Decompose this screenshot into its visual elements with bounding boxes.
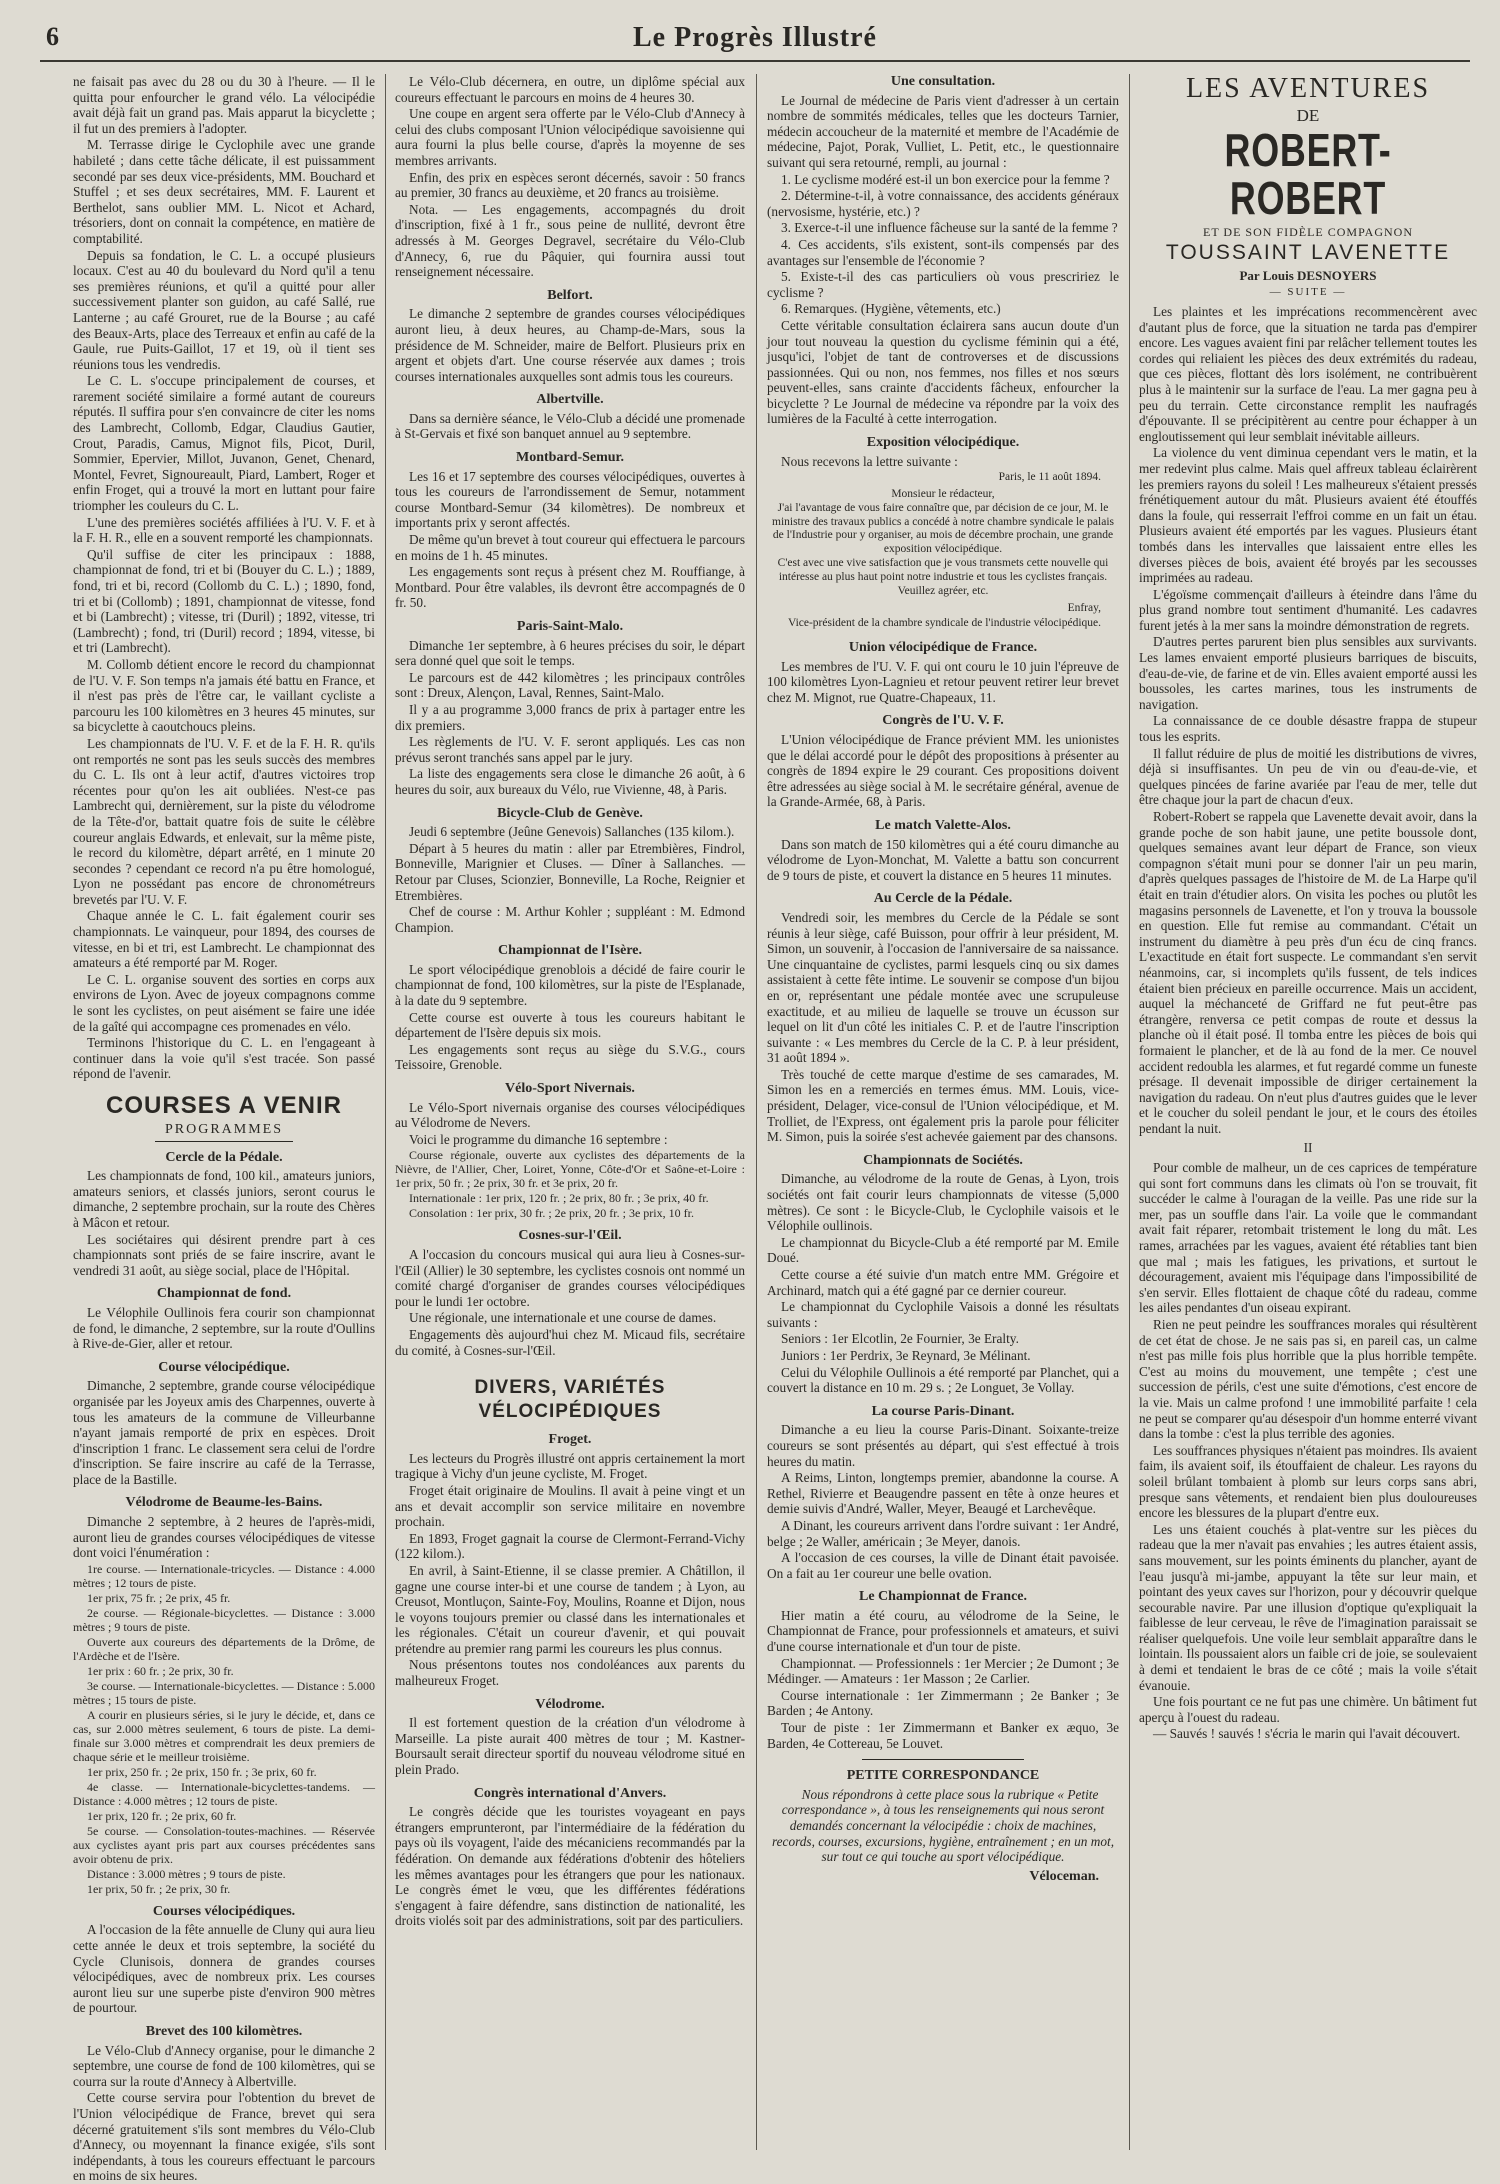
section-title-divers: DIVERS, VARIÉTÉS VÉLOCIPÉDIQUES	[474, 1377, 666, 1423]
serial-novel-title-block	[1139, 74, 1477, 300]
paragraph: Les championnats de fond, 100 kil., amateurs juniors, amateurs seniors, et classés juniors, seront courus le dimanche, 2 septembre prochain, sur la route des Chères à Mâcon et retour.	[73, 1168, 375, 1230]
novel-title-line: DE	[1296, 106, 1320, 125]
paragraph: Dimanche 1er septembre, à 6 heures précises du soir, le départ sera donné quel que soit le temps.	[395, 637, 745, 669]
paragraph: Nous recevons la lettre suivante :	[781, 453, 958, 469]
page-header	[40, 14, 1470, 62]
paragraph: Championnat. — Professionnels : 1er Mercier ; 2e Dumont ; 3e Médinger. — Amateurs : 1er Masson ; 2e Carlier.	[767, 1655, 1119, 1687]
article-heading: Cercle de la Pédale.	[165, 1149, 283, 1165]
paragraph: Le Vélophile Oullinois fera courir son championnat de fond, le dimanche, 2 septembre, sur la route d'Oullins à Rive-de-Gier, aller et retour.	[73, 1304, 375, 1352]
list-item: 1er prix, 75 fr. ; 2e prix, 45 fr.	[87, 1590, 231, 1605]
paragraph: Les championnats de l'U. V. F. et de la F. H. R. qu'ils ont remportés ne sont pas les seuls succès des membres du C. L. Ils ont à leur actif, d'autres victoires trop récentes pour qu'on les ait oubliées. N'est-ce pas Lambrecht qui, dernièrement, sur la piste du vélodrome de la Tête-d'or, battait quatre fois de suite le célèbre coureur anglais Edwards, et enlevait, sur la même piste, le record du kilomètre, départ arrêté, en 1 minute 20 secondes ? cependant ce record n'a pu être homologué, Lyon ne possédant pas encore de chronométreurs brevetés par l'U. V. F.	[73, 735, 375, 907]
programmes-label: PROGRAMMES	[164, 1122, 284, 1137]
list-item: Distance : 3.000 mètres ; 9 tours de piste.	[87, 1866, 286, 1881]
novel-title-line: TOUSSAINT LAVENETTE	[1165, 241, 1451, 264]
paragraph: Seniors : 1er Elcotlin, 2e Fournier, 3e Eralty.	[781, 1331, 1019, 1347]
letter-signature: Enfray,	[1067, 601, 1101, 614]
article-heading: Au Cercle de la Pédale.	[873, 891, 1013, 907]
paragraph: A l'occasion du concours musical qui aura lieu à Cosnes-sur-l'Œil (Allier) le 30 septembre, les cyclistes cosnois ont nommé un comité chargé d'organiser de grandes courses vélocipédiques pour le lundi 1er octobre.	[395, 1247, 745, 1309]
paragraph: Hier matin a été couru, au vélodrome de la Seine, le Championnat de France, pour professionnels et amateurs, et suivi d'une course internationale et d'un tour de piste.	[767, 1607, 1119, 1655]
paragraph: 6. Remarques. (Hygiène, vêtements, etc.)	[781, 301, 1001, 317]
paragraph: Le sport vélocipédique grenoblois a décidé de faire courir le championnat de fond, 100 kilomètres, sur la piste de l'Esplanade, à la date du 9 septembre.	[395, 961, 745, 1009]
novel-title-main: ROBERT-ROBERT	[1224, 124, 1392, 224]
paragraph: Les souffrances physiques n'étaient pas moindres. Ils avaient faim, ils avaient soif, ils étouffaient de chaleur. Les rayons du soleil brûlant tombaient à plomb sur leurs corps sans abri, presque sans vêtements, et rendaient bien plus douloureuses encore les blessures de la plupart d'entre eux.	[1139, 1442, 1477, 1521]
paragraph: En 1893, Froget gagnait la course de Clermont-Ferrand-Vichy (122 kilom.).	[395, 1530, 745, 1562]
list-item: 2e course. — Régionale-bicyclettes. — Distance : 3.000 mètres ; 9 tours de piste.	[73, 1605, 375, 1634]
paragraph: Nous répondrons à cette place sous la rubrique « Petite correspondance », à tous les renseignements qui nous seront demandés concernant la vélocipédie : choix de machines, records, courses, excursions, hygiène, entraînement ; en un mot, sur tout ce qui touche au sport vélocipédique.	[771, 1786, 1115, 1865]
paragraph: Pour comble de malheur, un de ces caprices de température qui sont fort communs dans les climats où l'on se trouvait, fit succéder le calme à l'ouragan de la veille. Pas une ride sur la mer, pas un souffle dans l'air. La voile que le commandant avait fait réparer, retombait tristement le long du mât. Les rames, arrachées par les vagues, avaient été rétablies tant bien que mal ; mais les fatigues, les privations, et surtout le découragement, avaient mis l'équipage dans l'impossibilité de s'en servir. Elles flottaient de chaque côté du radeau, comme les ailes pendantes d'un oiseau expirant.	[1139, 1160, 1477, 1316]
paragraph: Depuis sa fondation, le C. L. a occupé plusieurs locaux. C'est au 40 du boulevard du Nord qu'il a tenu ses premières réunions, et qu'il a quitté pour aller successivement planter son guidon, au café Sallé, rue Lanterne ; au café Grouret, rue de la Bourse ; au café des Beaux-Arts, place des Terreaux et enfin au café de la Gaule, rue Puits-Gaillot, 17 et 19, où il tient ses réunions tous les vendredis.	[73, 247, 375, 372]
paragraph: Jeudi 6 septembre (Jeûne Genevois) Sallanches (135 kilom.).	[409, 824, 735, 840]
paragraph: Course internationale : 1er Zimmermann ; 2e Banker ; 3e Barden ; 4e Antony.	[767, 1687, 1119, 1719]
paragraph: — Sauvés ! sauvés ! s'écria le marin qui l'avait découvert.	[1153, 1726, 1461, 1742]
paragraph: Internationale : 1er prix, 120 fr. ; 2e prix, 80 fr. ; 3e prix, 40 fr.	[409, 1191, 709, 1206]
paragraph: Les membres de l'U. V. F. qui ont couru le 10 juin l'épreuve de 100 kilomètres Lyon-Lagnieu et retour peuvent retirer leur brevet chez M. Mignot, rue Quatre-Chapeaux, 11.	[767, 658, 1119, 705]
paragraph: Engagements dès aujourd'hui chez M. Micaud fils, secrétaire du comité, à Cosnes-sur-l'Œil.	[395, 1326, 745, 1358]
paragraph: 4. Ces accidents, s'ils existent, sont-ils compensés par des avantages sur l'ensemble de l'économie ?	[767, 236, 1119, 268]
column-rule	[756, 74, 757, 2150]
list-item: 1er prix, 120 fr. ; 2e prix, 60 fr.	[87, 1808, 237, 1823]
letter-body	[767, 488, 1119, 599]
letter-date: Paris, le 11 août 1894.	[998, 471, 1101, 484]
article-heading: Brevet des 100 kilomètres.	[145, 2024, 303, 2039]
article-heading: Congrès international d'Anvers.	[473, 1785, 667, 1801]
paragraph: Dimanche 2 septembre, à 2 heures de l'après-midi, auront lieu de grandes courses vélocipédiques de vitesse dont voici l'énumération :	[73, 1514, 375, 1561]
paragraph: Dimanche, 2 septembre, grande course vélocipédique organisée par les Joyeux amis des Charpennes, ouverte à tous les amateurs de la commune de Villeurbanne n'ayant jamais remporté de prix en espèces. Droit d'inscription 1 franc. Le classement sera celui de l'ordre d'inscription. Se faire inscrire au café de la Terrasse, place de la Bastille.	[73, 1378, 375, 1487]
paragraph: Le Vélo-Sport nivernais organise des courses vélocipédiques au Vélodrome de Nevers.	[395, 1099, 745, 1131]
list-item: 4e classe. — Internationale-bicyclettes-tandems. — Distance : 4.000 mètres ; 12 tours de piste.	[73, 1779, 375, 1808]
paragraph: Il est fortement question de la création d'un vélodrome à Marseille. La piste aurait 400 mètres de tour ; M. Kastner-Boursault serait directeur sportif du nouveau vélodrome situé en plein Prado.	[395, 1715, 745, 1778]
paragraph: Enfin, des prix en espèces seront décernés, savoir : 50 francs au premier, 30 francs au deuxième, et 20 francs au troisième.	[395, 169, 745, 201]
paragraph: Veuillez agréer, etc.	[897, 585, 989, 598]
column-rule	[385, 74, 386, 2150]
list-item: 1re course. — Internationale-tricycles. — Distance : 4.000 mètres ; 12 tours de piste.	[73, 1561, 375, 1590]
paragraph: Robert-Robert se rappela que Lavenette devait avoir, dans la grande poche de son habit jaune, une petite boussole dont, quelques semaines avant leur départ de France, son vieux compagnon s'était muni pour se donner l'air un peu marin, d'après quelques passages de l'histoire de M. de La Harpe qu'il était en train d'étudier alors. On visita les poches ou plutôt les magasins personnels de Lavenette, et l'on y trouva la boussole en question. Elle fut remise au commandant. C'était un instrument du diamètre à peu près d'un écu de cinq francs. L'exactitude en était fort suspecte. Le commandant s'en servit néanmoins, car, si incomplets qu'ils fussent, de tels indices étaient bien précieux en pareille occurrence. Mais un accident, auquel la méchanceté de Griffard ne fut peut-être pas étrangère, renversa ce petit compas de route et dessus la planche où il était posé. Il tomba entre les pièces de bois qui formaient le plancher, et de là au fond de la mer. Ce nouvel accident redoubla les alarmes, et fut regardé comme un funeste présage. Il devenait impossible de diriger certainement la navigation du radeau. On n'eut plus d'autres guides que le lever et le coucher du soleil pendant le jour, et le cours des étoiles pendant la nuit.	[1139, 809, 1477, 1136]
paragraph: Dans son match de 150 kilomètres qui a été couru dimanche au vélodrome de Lyon-Monchat, M. Valette a battu son concurrent de 9 tours de piste, et couvert la distance en 5 heures 11 minutes.	[767, 836, 1119, 883]
article-heading: Albertville.	[536, 392, 604, 408]
article-heading: Le Championnat de France.	[859, 1589, 1027, 1605]
article-heading: Belfort.	[547, 287, 593, 303]
article-heading: Vélodrome.	[535, 1696, 605, 1712]
paragraph: En avril, à Saint-Etienne, il se classe premier. A Châtillon, il gagne une course inter-bi et une course de tandem ; à Lyon, au Creusot, Montluçon, Sainte-Foy, Moulins, Roanne et Dijon, nous le voyons toujours premier ou classé dans les internationales et les régionales. C'était un coureur d'avenir, et qui pouvait prétendre au premier rang parmi les coureurs les plus connus.	[395, 1562, 745, 1656]
list-item: 3e course. — Internationale-bicyclettes. — Distance : 5.000 mètres ; 15 tours de piste.	[73, 1678, 375, 1707]
chapter-number: II	[1303, 1140, 1313, 1156]
paragraph: Cette véritable consultation éclairera sans aucun doute d'un jour tout nouveau la question du cyclisme féminin qui a été, jusqu'ici, l'objet de tant de controverses et de discussions passionnées. Qui ou non, nos femmes, nos filles et nos sœurs peuvent-elles, sans crainte d'accidents fâcheux, enfourcher la bicyclette ? Le Journal de médecine va répondre par la voix des lumières de la Faculté à cette interrogation.	[767, 317, 1119, 427]
article-heading: Exposition vélocipédique.	[866, 435, 1020, 451]
paragraph: Le C. L. organise souvent des sorties en corps aux environs de Lyon. Avec de joyeux compagnons comme le sont les cyclistes, on peut aisément se faire une idée de la gaîté qui accompagne ces promenades en vélo.	[73, 971, 375, 1034]
paragraph: A l'occasion de la fête annuelle de Cluny qui aura lieu cette année le deux et trois septembre, la société du Cycle Clunisois, donnera de grandes courses vélocipédiques, avec de nombreux prix. Les courses auront lieu sur une superbe piste d'environ 900 mètres de pourtour.	[73, 1922, 375, 2016]
paragraph: Juniors : 1er Perdrix, 3e Reynard, 3e Mélinant.	[781, 1347, 1031, 1363]
article-heading: Vélodrome de Beaume-les-Bains.	[125, 1495, 323, 1511]
paragraph: Une fois pourtant ce ne fut pas une chimère. Un bâtiment fut aperçu à l'ouest du radeau.	[1139, 1694, 1477, 1725]
paragraph: Le dimanche 2 septembre de grandes courses vélocipédiques auront lieu, à deux heures, au Champ-de-Mars, sous la présidence de M. Schneider, maire de Belfort. Plusieurs prix en argent et objets d'art. Une course réservée aux dames ; trois courses internationales auxquelles sont admis tous les coureurs.	[395, 306, 745, 384]
list-item: 1er prix : 60 fr. ; 2e prix, 30 fr.	[87, 1663, 234, 1678]
race-list	[73, 1562, 375, 1896]
paragraph: Chef de course : M. Arthur Kohler ; suppléant : M. Edmond Champion.	[395, 904, 745, 935]
paragraph: Course régionale, ouverte aux cyclistes des départements de la Nièvre, de l'Allier, Cher, Loiret, Yonne, Côte-d'Or et Saône-et-Loire : 1er prix, 50 fr. ; 2e prix, 30 fr. et 3e prix, 20 fr.	[395, 1148, 745, 1191]
paragraph: Les engagements sont reçus à présent chez M. Rouffiange, à Montbard. Pour être valables, ils devront être accompagnés de 0 fr. 50.	[395, 564, 745, 611]
paragraph: L'égoïsme commençait d'ailleurs à éteindre dans l'âme du plus grand nombre tout sentiment d'humanité. Les cadavres furent jetés à la mer sans la moindre démonstration de regrets.	[1139, 586, 1477, 633]
paragraph: Celui du Vélophile Oullinois a été remporté par Planchet, qui a couvert la distance en 10 m. 29 s. ; 2e Longuet, 3e Vollay.	[767, 1364, 1119, 1396]
paragraph: Dimanche a eu lieu la course Paris-Dinant. Soixante-treize coureurs se sont présentés au départ, qui s'est effectué à trois heures du matin.	[767, 1422, 1119, 1469]
column-4	[1139, 74, 1477, 2150]
paragraph: Le parcours est de 442 kilomètres ; les principaux contrôles sont : Dreux, Alençon, Laval, Rennes, Saint-Malo.	[395, 669, 745, 701]
article-heading: Froget.	[548, 1432, 592, 1448]
paragraph: Le congrès décide que les touristes voyageant en pays étrangers emprunteront, par l'intermédiaire de la fédération du pays où ils voyagent, l'aide des mécaniciens recommandés par la fédération. On demande aux fédérations d'obtenir des hôteliers les mêmes avantages pour les étrangers que pour les nationaux. Le congrès émet le vœu, que les différentes fédérations s'engagent à faire défendre, sans distinction de nationalité, les droits violés soit par des administrations, soit par des particuliers.	[395, 1804, 745, 1929]
paragraph: Consolation : 1er prix, 30 fr. ; 2e prix, 20 fr. ; 3e prix, 10 fr.	[409, 1206, 694, 1221]
paragraph: 5. Existe-t-il des cas particuliers où vous prescririez le cyclisme ?	[767, 269, 1119, 300]
paragraph: C'est avec une vive satisfaction que je vous transmets cette nouvelle qui intéresse au plus haut point notre industrie et tous les cyclistes français.	[777, 557, 1109, 583]
letter-signature-title: Vice-président de la chambre syndicale de l'industrie vélocipédique.	[787, 617, 1101, 630]
paragraph: Dimanche, au vélodrome de la route de Genas, à Lyon, trois sociétés ont fait courir leurs championnats de vitesse (5,000 mètres). Ce sont : le Bicycle-Club, le Cyclophile vaisois et le Vélophile oullinois.	[767, 1171, 1119, 1234]
paragraph: La connaissance de ce double désastre frappa de stupeur tous les esprits.	[1139, 713, 1477, 745]
article-heading: La course Paris-Dinant.	[871, 1403, 1015, 1419]
paragraph: Le championnat du Cyclophile Vaisois a donné les résultats suivants :	[767, 1299, 1119, 1330]
paragraph: 3. Exerce-t-il une influence fâcheuse sur la santé de la femme ?	[781, 220, 1118, 236]
article-heading: Le match Valette-Alos.	[875, 817, 1011, 833]
article-heading: Championnats de Sociétés.	[863, 1152, 1023, 1168]
paragraph: Qu'il suffise de citer les principaux : 1888, championnat de fond, tri et bi (Bouyer du C. L.) ; 1889, fond, tri et bi, record (Collomb du C. L.) ; 1890, fond, tri et bi (Collomb) ; 1891, championnat de vitesse, fond et bi (Lambrecht) ; vitesse, tri (Duril) ; 1892, vitesse, tri (Lambrecht) ; fond, tri (Duril) record ; 1894, vitesse, bi et tri (Lambrecht).	[73, 546, 375, 656]
section-title-petite-correspondance: PETITE CORRESPONDANCE	[846, 1768, 1040, 1784]
paragraph: M. Terrasse dirige le Cyclophile avec une grande habileté ; dans cette tâche délicate, il est puissamment secondé par ses deux vice-présidents, MM. Bouchard et Stuffel ; et ses deux secrétaires, MM. F. Laurent et Berthelot, sans oublier MM. L. Nicot et Achard, trésoriers, dont on connait la compétence, en matière de comptabilité.	[73, 137, 375, 246]
paragraph: A Reims, Linton, longtemps premier, abandonne la course. A Rethel, Rivierre et Beaugendre passent en tête à onze heures et demie suivis d'André, Waller, Meyer, Beaugé et Larchevêque.	[767, 1470, 1119, 1517]
paragraph: Une régionale, une internationale et une course de dames.	[409, 1310, 717, 1326]
paragraph: Très touché de cette marque d'estime de ses camarades, M. Simon les en a remerciés en termes émus. MM. Louis, vice-président, Delager, vice-consul de l'Union vélocipédique, et M. Trolliet, de l'Express, ont également pris la parole pour féliciter M. Simon, puis la soirée s'est achevée gaiement par des chansons.	[767, 1066, 1119, 1145]
paragraph: Cette course servira pour l'obtention du brevet de l'Union vélocipédique de France, brevet qui sera décerné gratuitement s'ils sont membres du Vélo-Club d'Annecy, ou moyennant la finance exigée, s'ils sont indépendants, à tous les coureurs effectuant le parcours en moins de six heures.	[73, 2090, 375, 2184]
paragraph: De même qu'un brevet à tout coureur qui effectuera le parcours en moins de 1 h. 45 minutes.	[395, 532, 745, 563]
divider	[155, 1141, 294, 1142]
article-heading: Championnat de fond.	[156, 1286, 292, 1302]
newspaper-title: Le Progrès Illustré	[633, 22, 877, 53]
paragraph: Monsieur le rédacteur,	[891, 487, 995, 500]
article-heading: Montbard-Semur.	[516, 450, 624, 466]
article-heading: Courses vélocipédiques.	[152, 1903, 296, 1919]
article-heading: Championnat de l'Isère.	[497, 943, 643, 959]
novel-title-line: ET DE SON FIDÈLE COMPAGNON	[1202, 225, 1413, 239]
paragraph: J'ai l'avantage de vous faire connaître que, par décision de ce jour, M. le ministre des travaux publics a concédé à notre chambre syndicale le palais de l'Industrie pour y organiser, au mois de décembre prochain, une grande exposition vélocipédique.	[772, 502, 1114, 555]
paragraph: Cette course est ouverte à tous les coureurs habitant le département de l'Isère depuis six mois.	[395, 1009, 745, 1041]
paragraph: Les plaintes et les imprécations recommencèrent avec d'autant plus de force, que la situation ne tarda pas d'empirer encore. Les vagues avaient fini par relâcher tellement toutes les cordes qui reliaient les pièces des deux extrémités du radeau, que ces pièces, flottant dès lors isolément, ne contribuèrent plus à le maintenir sur la surface de l'eau. La mer gagna peu à peu du terrain. Cette circonstance remplit les naufragés d'épouvante. Il se précipitèrent au centre pour échapper à un engloutissement qui leur semblait inévitable ailleurs.	[1139, 304, 1477, 444]
paragraph: La liste des engagements sera close le dimanche 26 août, à 6 heures du soir, aux bureaux du Vélo, rue Vivienne, 48, à Paris.	[395, 766, 745, 797]
paragraph: Le C. L. s'occupe principalement de courses, et rarement société similaire a formé autant de coureurs réputés. Il suffira pour s'en convaincre de citer les noms des Lambrecht, Collomb, Edgar, Claudius Gautier, Crout, Paradis, Camus, Mignot fils, Picot, Duril, Sommier, Epervier, Millot, Juvanon, Genet, Chenard, Montel, Fevret, Signoureault, Piard, Lambert, Roger et enfin Froget, qui a trouvé la mort en luttant pour faire triompher les couleurs du C. L.	[73, 373, 375, 514]
novel-author: Par Louis DESNOYERS	[1239, 268, 1377, 283]
paragraph: Nota. — Les engagements, accompagnés du droit d'inscription, fixé à 1 fr., sous peine de nullité, devront être adressés à M. Georges Degravel, secrétaire du Vélo-Club d'Annecy, 6, rue du Pâquier, qui fournira aussi tout renseignement nécessaire.	[395, 201, 745, 280]
paragraph: La violence du vent diminua cependant vers le matin, et la mer redevint plus calme. Mais quel affreux tableau éclairèrent les premiers rayons du soleil ! Les malheureux s'étaient pressés frénétiquement autour du mât. Plusieurs avaient été étouffés dans la foule, qui resserrait l'effroi comme en un fait un étau. Plusieurs avaient été emportés par les vagues. Plusieurs étant tombés dans les intervalles que laissaient entre elles les diverses pièces de bois, avaient été broyés par les secousses imprimées au radeau.	[1139, 445, 1477, 586]
article-heading: Paris-Saint-Malo.	[516, 619, 624, 634]
paragraph: Départ à 5 heures du matin : aller par Etrembières, Findrol, Bonneville, Marignier et Cluses. — Dîner à Sallanches. — Retour par Cluses, Scionzier, Bonneville, La Roche, Reignier et Etrembières.	[395, 840, 745, 903]
paragraph: Tour de piste : 1er Zimmermann et Banker ex æquo, 3e Barden, 4e Cottereau, 5e Louvet.	[767, 1720, 1119, 1751]
paragraph: D'autres pertes parurent bien plus sensibles aux survivants. Les lames envaient emporté plusieurs barriques de biscuits, d'eau-de-vie, de farine et de vin. Elles avaient emporté aussi les boussoles, les cartes marines, tous les instruments de navigation.	[1139, 634, 1477, 712]
paragraph: Une coupe en argent sera offerte par le Vélo-Club d'Annecy à celui des clubs composant l'Union vélocipédique savoisienne qui aura fourni la plus belle course, d'après la moyenne de ses membres arrivants.	[395, 106, 745, 168]
paragraph: Il y a au programme 3,000 francs de prix à partager entre les dix premiers.	[395, 701, 745, 733]
paragraph: Il fallut réduire de plus de moitié les distributions de vivres, déjà si insuffisantes. Un peu de vin ou d'eau-de-vie, et quelques pincées de farine avariée par l'eau de mer, telle dut être chaque jour la part de chacun d'eux.	[1139, 745, 1477, 808]
paragraph: A Dinant, les coureurs arrivent dans l'ordre suivant : 1er André, belge ; 2e Waller, américain ; 3e Meyer, danois.	[767, 1517, 1119, 1549]
article-heading: Une consultation.	[890, 74, 996, 89]
paragraph: Les sociétaires qui désirent prendre part à ces championnats sont priés de se faire inscrire, avant le vendredi 31 août, au siège social, place de l'Hôpital.	[73, 1231, 375, 1278]
author-signoff: Véloceman.	[1029, 1868, 1099, 1884]
article-heading: Course vélocipédique.	[158, 1359, 290, 1375]
column-2	[395, 74, 745, 2150]
list-item: 1er prix, 250 fr. ; 2e prix, 150 fr. ; 3e prix, 60 fr.	[87, 1764, 317, 1779]
novel-title-line: LES AVENTURES	[1185, 73, 1431, 104]
list-item: 5e course. — Consolation-toutes-machines. — Réservée aux cyclistes ayant pris part aux courses précédentes sans avoir obtenu de prix.	[73, 1823, 375, 1866]
article-heading: Bicycle-Club de Genève.	[497, 805, 643, 821]
paragraph: Les 16 et 17 septembre des courses vélocipédiques, ouvertes à tous les coureurs de l'arrondissement de Semur, notamment course Montbard-Semur (34 kilomètres). De nombreux et importants prix y seront affectés.	[395, 468, 745, 531]
paragraph: Le Vélo-Club décernera, en outre, un diplôme spécial aux coureurs effectuant le parcours en moins de 4 heures 30.	[395, 74, 745, 105]
paragraph: Terminons l'historique du C. L. en l'engageant à continuer dans la voie qu'il s'est tracée. Son passé répond de l'avenir.	[73, 1035, 375, 1082]
article-heading: Congrès de l'U. V. F.	[882, 713, 1004, 729]
section-subtitle	[73, 1122, 375, 1142]
list-item: Ouverte aux coureurs des départements de la Drôme, de l'Ardèche et de l'Isère.	[73, 1634, 375, 1663]
paragraph: Chaque année le C. L. fait également courir ses championnats. Le vainqueur, pour 1894, des courses de vitesse, en bi et tri, est Lambrecht. Le championnat des amateurs a été remporté par M. Roger.	[73, 908, 375, 971]
article-heading: Vélo-Sport Nivernais.	[505, 1081, 635, 1097]
list-item: A courir en plusieurs séries, si le jury le décide, et, dans ce cas, sur 2.000 mètres seulement, 6 tours de piste. La demi-finale sur 3.000 mètres et comprendrait les deux premiers de chaque série et le meilleur troisième.	[73, 1707, 375, 1764]
list-item: 1er prix, 50 fr. ; 2e prix, 30 fr.	[87, 1881, 231, 1896]
column-3	[767, 74, 1119, 2150]
paragraph: Voici le programme du dimanche 16 septembre :	[409, 1131, 668, 1147]
paragraph: Froget était originaire de Moulins. Il avait à peine vingt et un ans et devait accomplir son service militaire en novembre prochain.	[395, 1482, 745, 1530]
section-title-courses: COURSES A VENIR	[106, 1092, 342, 1119]
column-rule	[1129, 74, 1130, 2150]
paragraph: Les règlements de l'U. V. F. seront appliqués. Les cas non prévus seront tranchés sans appel par le jury.	[395, 734, 745, 765]
paragraph: Le championnat du Bicycle-Club a été remporté par M. Emile Doué.	[767, 1234, 1119, 1266]
page-number: 6	[46, 22, 59, 51]
paragraph: A l'occasion de ces courses, la ville de Dinant était pavoisée. On a fait au 1er coureur une belle ovation.	[767, 1550, 1119, 1581]
paragraph: ne faisait pas avec du 28 ou du 30 à l'heure. — Il le quitta pour enfourcher le grand vélo. La vélocipédie avait déjà fait un grand pas. Mais apparut la bicyclette ; il fut un des premiers à l'adopter.	[73, 74, 375, 136]
paragraph: Le Journal de médecine de Paris vient d'adresser à un certain nombre de sommités médicales, telles que les docteurs Tarnier, médecin accoucheur de la maternité et membre de l'Académie de médecine, Pajot, Porak, Vulliet, L. Petit, etc., le questionnaire suivant qui sera retourné, rempli, au journal :	[767, 92, 1119, 170]
paragraph: 2. Détermine-t-il, à votre connaissance, des accidents généraux (nervosisme, hystérie, etc.) ?	[767, 188, 1119, 219]
paragraph: L'Union vélocipédique de France prévient MM. les unionistes que le délai accordé pour le dépôt des propositions à présenter au congrès de 1894 expire le 29 courant. Ces propositions doivent être adressées au siège social à M. le secrétaire général, avenue de la Grande-Armée, 68, à Paris.	[767, 732, 1119, 810]
novel-continued-label: — SUITE —	[1269, 286, 1347, 298]
paragraph: 1. Le cyclisme modéré est-il un bon exercice pour la femme ?	[781, 171, 1110, 187]
paragraph: Nous présentons toutes nos condoléances aux parents du malheureux Froget.	[395, 1657, 745, 1689]
paragraph: Les engagements sont reçus au siège du S.V.G., cours Teissoire, Grenoble.	[395, 1041, 745, 1073]
paragraph: Cette course a été suivie d'un match entre MM. Grégoire et Archinard, match qui a été gagné par ce dernier coureur.	[767, 1267, 1119, 1298]
paragraph: Les uns étaient couchés à plat-ventre sur les pièces du radeau que la mer n'avait pas envahies ; les autres étaient assis, sans mouvement, sur les points éminents du plancher, ayant de l'eau jusqu'à mi-jambe, appuyant la tête sur leur main, et pointant des yeux caves sur l'horizon, pour y découvrir quelque secourable navire. Par une illusion d'optique qu'expliquait la faiblesse de leur cerveau, le rêve de l'imagination paraissait se réaliser quelquefois. Une voile leur semblait apparaître dans le lointain. Ils poussaient alors un faible cri de joie, se soulevaient à demi et tendaient le bras de ce côté ; mais la voile s'était évanouie.	[1139, 1521, 1477, 1693]
paragraph: Le Vélo-Club d'Annecy organise, pour le dimanche 2 septembre, une course de fond de 100 kilomètres, qui se courra sur la route d'Annecy à Albertville.	[73, 2042, 375, 2089]
paragraph: Vendredi soir, les membres du Cercle de la Pédale se sont réunis à leur siège, café Buisson, pour offrir à leur président, M. Simon, un souvenir, à l'occasion de l'anniversaire de sa naissance. Une cinquantaine de cyclistes, parmi lesquels cinq ou six dames assistaient à cette fête intime. Le souvenir se compose d'un bijou en or, représentant une pédale montée avec une scrupuleuse exactitude, et au milieu de laquelle se trouve un écusson sur lequel on lit d'un côté les initiales C. P. et de l'autre l'inscription suivante : « Les membres du Cercle de la C. P. à leur président, 31 août 1894 ».	[767, 909, 1119, 1066]
paragraph: Rien ne peut peindre les souffrances morales qui résultèrent de cet état de chose. Je ne sais pas si, en pareil cas, un calme n'est pas mille fois plus horrible que la plus horrible tempête. C'est au moins du mouvement, une tempête ; c'est une succession de périls, c'est une suite d'émotions, c'est encore de la vie. Mais un calme profond ! une immobilité parfaite ! cela ne peut se comparer qu'au désespoir d'un homme enterré vivant dans la tombe : c'est la plus terrible des agonies.	[1139, 1317, 1477, 1442]
article-heading: Union vélocipédique de France.	[848, 640, 1038, 656]
paragraph: L'une des premières sociétés affiliées à l'U. V. F. et à la F. H. R., elle en a souvent remporté les championnats.	[73, 514, 375, 546]
paragraph: Les lecteurs du Progrès illustré ont appris certainement la mort tragique à Vichy d'un jeune cycliste, M. Froget.	[395, 1450, 745, 1482]
paragraph: Dans sa dernière séance, le Vélo-Club a décidé une promenade à St-Gervais et fixé son banquet annuel au 9 septembre.	[395, 410, 745, 442]
divider	[862, 1759, 1024, 1760]
article-heading: Cosnes-sur-l'Œil.	[518, 1228, 622, 1244]
column-1	[73, 74, 375, 2184]
paragraph: M. Collomb détient encore le record du championnat de l'U. V. F. Son temps n'a jamais été battu en France, et il n'est pas près de l'être car, le vaillant cycliste a parcouru les 100 kilomètres en 3 heures 45 minutes, sur sa bicyclette à caoutchoucs pleins.	[73, 656, 375, 735]
